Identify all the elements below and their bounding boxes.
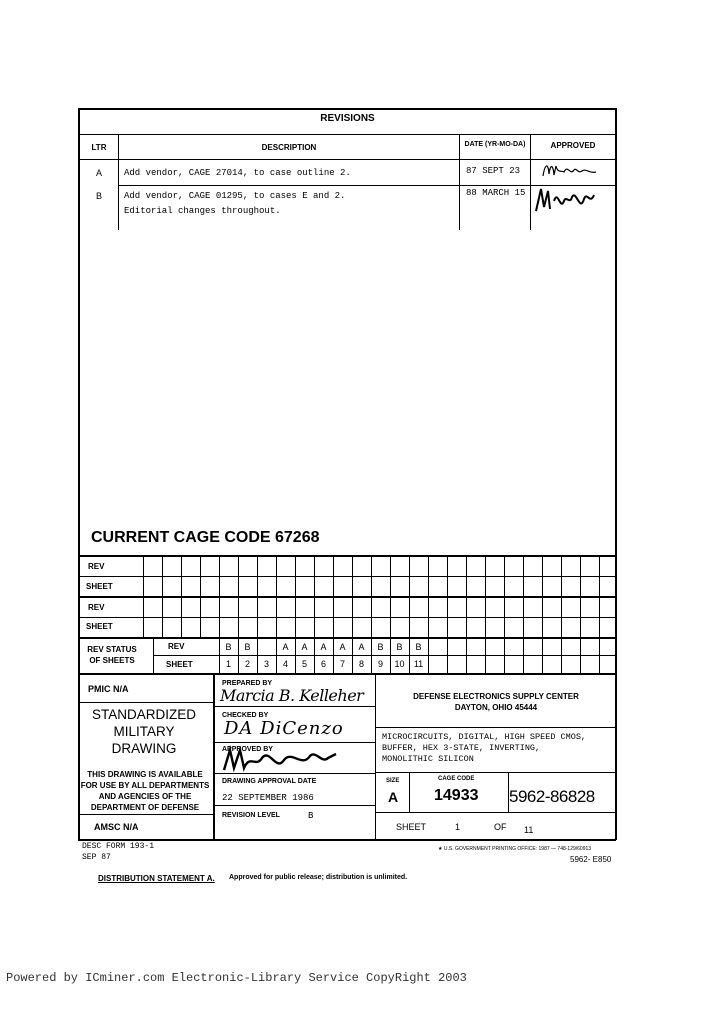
form-date: SEP 87	[82, 853, 111, 862]
checked-by-label: CHECKED BY	[222, 712, 269, 719]
standardized-military-drawing-title: STANDARDIZED MILITARY DRAWING	[91, 707, 196, 756]
grid-rev-label: REV	[88, 562, 105, 571]
current-cage-code: CURRENT CAGE CODE 67268	[91, 529, 320, 546]
revision-level-value: B	[308, 811, 314, 821]
distribution-statement-label: DISTRIBUTION STATEMENT A.	[98, 874, 215, 883]
size-value: A	[388, 789, 399, 805]
rev-cell: A	[320, 642, 327, 652]
sheet-cell: 11	[413, 659, 424, 669]
rev-row-description: Add vendor, CAGE 01295, to cases E and 2.	[124, 191, 346, 201]
drawing-title: MONOLITHIC SILICON	[382, 754, 474, 764]
approval-signature-a	[540, 158, 602, 182]
approval-signature-b	[532, 183, 600, 219]
rev-cell: B	[396, 642, 403, 652]
size-label: SIZE	[386, 778, 400, 784]
powered-by-banner: Powered by ICminer.com Electronic-Library Service CopyRight 2003	[6, 971, 467, 985]
grid-rev-label: REV	[88, 603, 105, 612]
approved-by-label: APPROVED BY	[222, 746, 273, 753]
approval-date-label: DRAWING APPROVAL DATE	[222, 778, 317, 785]
drawing-title: MICROCIRCUITS, DIGITAL, HIGH SPEED CMOS,	[382, 732, 587, 742]
checked-by-signature: DA DiCenzo	[224, 718, 344, 739]
sheet-cell: 9	[377, 659, 383, 669]
rev-status-of-sheets-label: REV STATUS OF SHEETS	[87, 645, 137, 665]
sheet-total: 11	[524, 825, 534, 835]
availability-note: THIS DRAWING IS AVAILABLE FOR USE BY ALL DEPARTMENTS AND AGENCIES OF THE DEPARTMENT OF DEFENSE	[80, 770, 210, 812]
rev-row-description-continued: Editorial changes throughout.	[124, 206, 281, 216]
col-ltr-header: LTR	[91, 143, 107, 152]
col-description-header: DESCRIPTION	[261, 143, 317, 152]
agency-name: DEFENSE ELECTRONICS SUPPLY CENTER	[413, 692, 579, 701]
approved-by-signature	[218, 744, 348, 774]
form-number: DESC FORM 193-1	[82, 842, 155, 851]
status-sheet-label: SHEET	[166, 660, 193, 669]
rev-row-description: Add vendor, CAGE 27014, to case outline 2.	[124, 168, 351, 178]
form-code: 5962- E850	[570, 855, 612, 864]
rev-cell: A	[339, 642, 346, 652]
rev-cell: A	[358, 642, 365, 652]
rev-cell: B	[415, 642, 422, 652]
col-approved-header: APPROVED	[550, 141, 596, 150]
revisions-title: REVISIONS	[320, 113, 375, 124]
drawing-number: 5962-86828	[509, 787, 595, 806]
sheet-number: 1	[455, 822, 461, 832]
sheet-cell: 8	[358, 659, 364, 669]
rev-row-ltr: A	[95, 168, 102, 178]
rev-row-ltr: B	[95, 191, 102, 201]
rev-cell: B	[225, 642, 232, 652]
rev-row-date: 87 SEPT 23	[466, 166, 521, 176]
grid-sheet-label: SHEET	[86, 582, 113, 591]
approval-date-value: 22 SEPTEMBER 1986	[222, 793, 314, 803]
prepared-by-label: PREPARED BY	[222, 680, 273, 687]
distribution-statement-text: Approved for public release; distribution is unlimited.	[229, 874, 408, 881]
status-rev-label: REV	[168, 642, 185, 651]
sheet-cell: 3	[263, 659, 269, 669]
sheet-of-label: OF	[494, 822, 507, 832]
gpo-note: ★ U.S. GOVERNMENT PRINTING OFFICE: 1987 — 748-129/60913	[438, 846, 592, 852]
col-date-header: DATE (YR-MO-DA)	[464, 141, 526, 148]
prepared-by-signature: Marcia B. Kelleher	[220, 686, 364, 705]
cage-code-value: 14933	[434, 787, 479, 804]
sheet-cell: 1	[225, 659, 231, 669]
agency-location: DAYTON, OHIO 45444	[454, 703, 538, 712]
sheet-cell: 4	[282, 659, 288, 669]
sheet-cell: 6	[320, 659, 326, 669]
drawing-title: BUFFER, HEX 3-STATE, INVERTING,	[382, 743, 541, 753]
sheet-cell: 7	[339, 659, 345, 669]
rev-cell: A	[301, 642, 308, 652]
sheet-cell: 10	[394, 659, 405, 669]
rev-cell: B	[377, 642, 384, 652]
sheet-label: SHEET	[396, 822, 427, 832]
rev-row-date: 88 MARCH 15	[466, 188, 526, 198]
grid-sheet-label: SHEET	[86, 622, 113, 631]
rev-cell: B	[244, 642, 251, 652]
pmic-label: PMIC N/A	[88, 684, 129, 694]
amsc-label: AMSC N/A	[94, 822, 139, 832]
sheet-cell: 2	[244, 659, 250, 669]
sheet-cell: 5	[301, 659, 307, 669]
cage-code-label: CAGE CODE	[438, 776, 475, 782]
rev-cell: A	[282, 642, 289, 652]
revision-level-label: REVISION LEVEL	[222, 812, 280, 819]
